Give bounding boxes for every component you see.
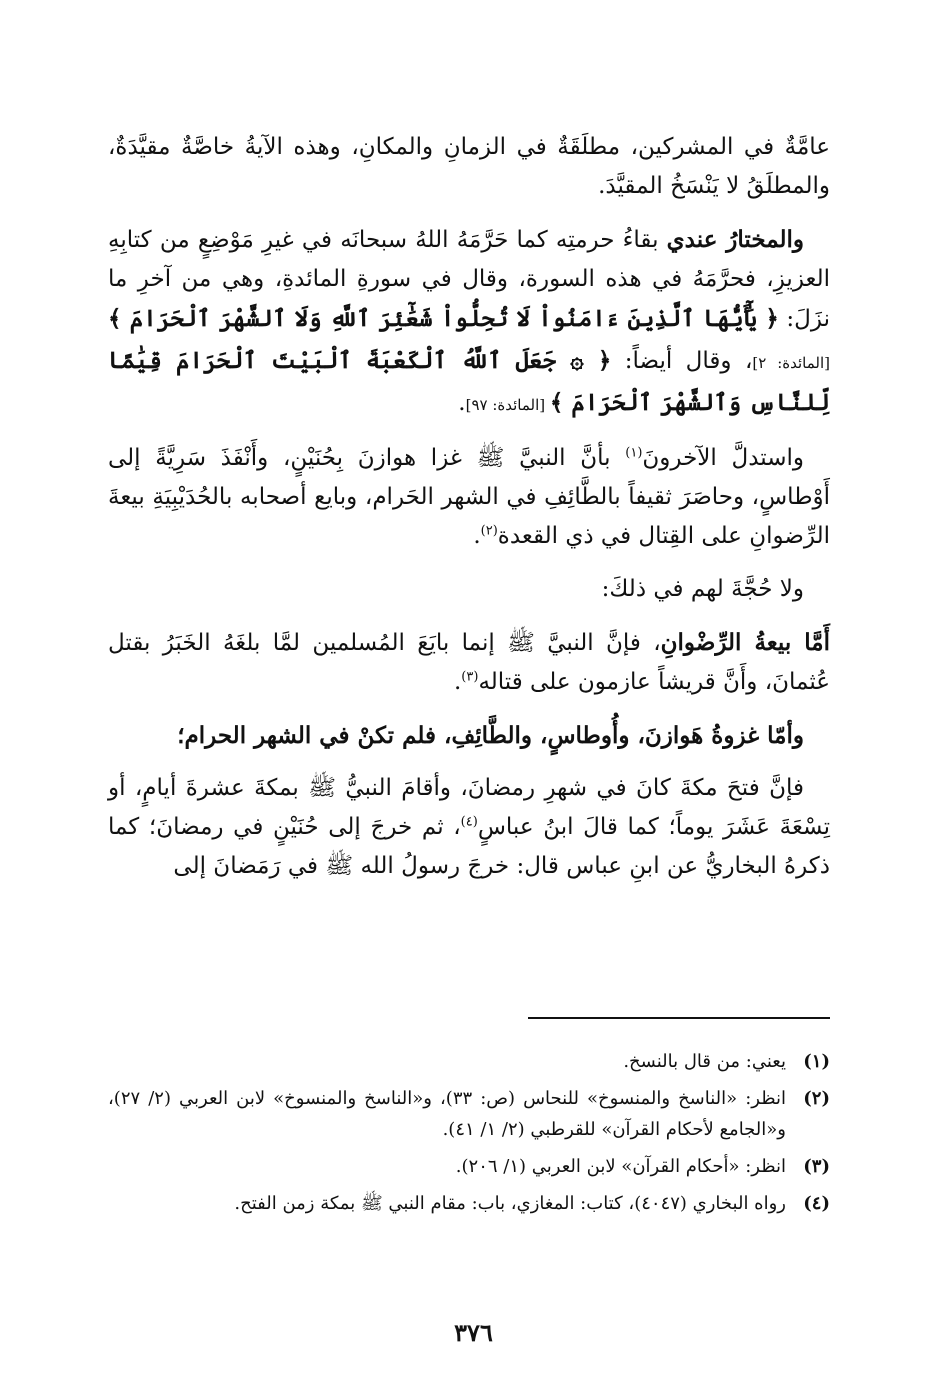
paragraph-3-text-b: بأنَّ النبيَّ ﷺ غزا هوازنَ بِحُنَيْنٍ، وأَنْفَذَ سَرِيَّةً إلى أَوْطاسٍ، وحاصَرَ ثقيفاً بالطَّائِفِ في الشهر الحَرام، وبايع أصحابه بالحُدَيْبِيَةِ بيعةَ الرِّضوانِ على القِتال في ذي القعدة <box>108 445 830 549</box>
verse-reference-2: [المائدة: ٩٧] <box>465 396 550 414</box>
paragraph-2-end: . <box>458 390 466 416</box>
paragraph-2-text-b: ، وقال أيضاً: <box>611 348 753 374</box>
main-text <box>108 128 830 900</box>
footnote-number: (٣) <box>803 1156 830 1177</box>
paragraph-7-text-a: فإنَّ فتحَ مكةَ كانَ في شهرِ رمضانَ، وأقامَ النبيُّ ﷺ بمكةَ عشرةَ أيامٍ، أو تِسْعَةَ عَشَرَ يوماً؛ كما قالَ ابنُ عباسٍ <box>108 775 830 840</box>
footnote-number: (٢) <box>803 1088 830 1109</box>
footnote-text: انظر: «أحكام القرآن» لابن العربي (١/ ٢٠٦). <box>455 1156 786 1177</box>
paragraph-2-text-a: بقاءُ حرمتِه كما حَرَّمَهُ اللهُ سبحانَه في غيرِ مَوْضِعٍ من كتابِهِ العزيزِ، فحرَّمَهُ في هذه السورة، وقال في سورةِ المائدةِ، وهي من آخرِ ما نزَلَ: <box>108 227 830 332</box>
footnotes <box>108 1046 830 1225</box>
page-number: ٣٧٦ <box>454 1318 493 1347</box>
footnote-4 <box>108 1188 830 1219</box>
paragraph-7 <box>108 769 830 886</box>
footnote-text: رواه البخاري (٤٠٤٧)، كتاب: المغازي، باب: مقام النبي ﷺ بمكة زمن الفتح. <box>234 1193 786 1214</box>
footnote-number: (١) <box>803 1051 830 1072</box>
footnote-marker-4[interactable]: (٤) <box>460 814 478 830</box>
quran-verse-2: ﴿ ۞ جَعَلَ ٱللَّهُ ٱلْكَعْبَةَ ٱلْبَيْتَ ٱلْحَرَامَ قِيَٰمًا لِّلنَّاسِ وَٱلشَّهْرَ ٱلْحَرَامَ ﴾ <box>108 347 830 416</box>
quran-verse-1: ﴿ يَٰٓأَيُّهَا ٱلَّذِينَ ءَامَنُواْ لَا تُحِلُّواْ شَعَٰٓئِرَ ٱللَّهِ وَلَا ٱلشَّهْرَ ٱلْحَرَامَ ﴾ <box>108 305 779 332</box>
footnote-marker-1[interactable]: (١) <box>625 445 643 461</box>
paragraph-2 <box>108 220 830 425</box>
paragraph-4-text: ولا حُجَّةَ لهم في ذلكَ: <box>601 576 804 602</box>
paragraph-2-lead: والمختارُ عندي <box>666 226 805 253</box>
footnote-number: (٤) <box>803 1193 830 1214</box>
paragraph-3 <box>108 439 830 556</box>
paragraph-7-text-b: ، ثم خرجَ إلى حُنَيْنٍ في رمضانَ؛ كما ذكرهُ البخاريُّ عن ابنِ عباس قال: خرجَ رسولُ الله ﷺ في رَمَضانَ إلى <box>108 814 830 879</box>
paragraph-3-end: . <box>473 523 481 549</box>
paragraph-1 <box>108 128 830 206</box>
footnote-text: يعني: من قال بالنسخ. <box>623 1051 786 1072</box>
paragraph-6-text: وأمّا غزوةُ هَوازنَ، وأُوطاسٍ، والطَّائِفِ، فلم تكنْ في الشهر الحرام؛ <box>177 722 804 749</box>
paragraph-1-text: عامَّةٌ في المشركين، مطلَقَةٌ في الزمانِ والمكانِ، وهذه الآيةُ خاصَّةٌ مقيَّدَةٌ، والمطلَقُ لا يَنْسَخُ المقيَّدَ. <box>108 134 830 199</box>
paragraph-3-text-a: واستدلَّ الآخرونَ <box>642 445 804 471</box>
paragraph-4 <box>108 570 830 609</box>
footnote-text: انظر: «الناسخ والمنسوخ» للنحاس (ص: ٣٣)، و«الناسخ والمنسوخ» لابن العربي (٢/ ٢٧)، و«الجامع لأحكام القرآن» للقرطبي (٢/ ١/ ٤١). <box>108 1088 786 1140</box>
footnote-divider <box>528 1017 830 1019</box>
footnote-3 <box>108 1151 830 1182</box>
paragraph-6 <box>108 716 830 755</box>
paragraph-5-lead: أَمَّا بيعةُ الرِّضْوانِ <box>660 629 830 656</box>
verse-reference-1: [المائدة: ٢] <box>752 354 830 372</box>
footnote-1 <box>108 1046 830 1077</box>
paragraph-5 <box>108 623 830 702</box>
paragraph-5-end: . <box>453 669 462 695</box>
footnote-2 <box>108 1083 830 1145</box>
paragraph-5-text: ، فإنَّ النبيَّ ﷺ إنما بايَعَ المُسلمين لمَّا بلغَهُ الخَبَرُ بقتل عُثمانَ، وأَنَّ قريشاً عازمون على قتاله <box>108 630 830 695</box>
footnote-marker-2[interactable]: (٢) <box>480 523 498 539</box>
footnote-marker-3[interactable]: (٣) <box>461 669 479 685</box>
